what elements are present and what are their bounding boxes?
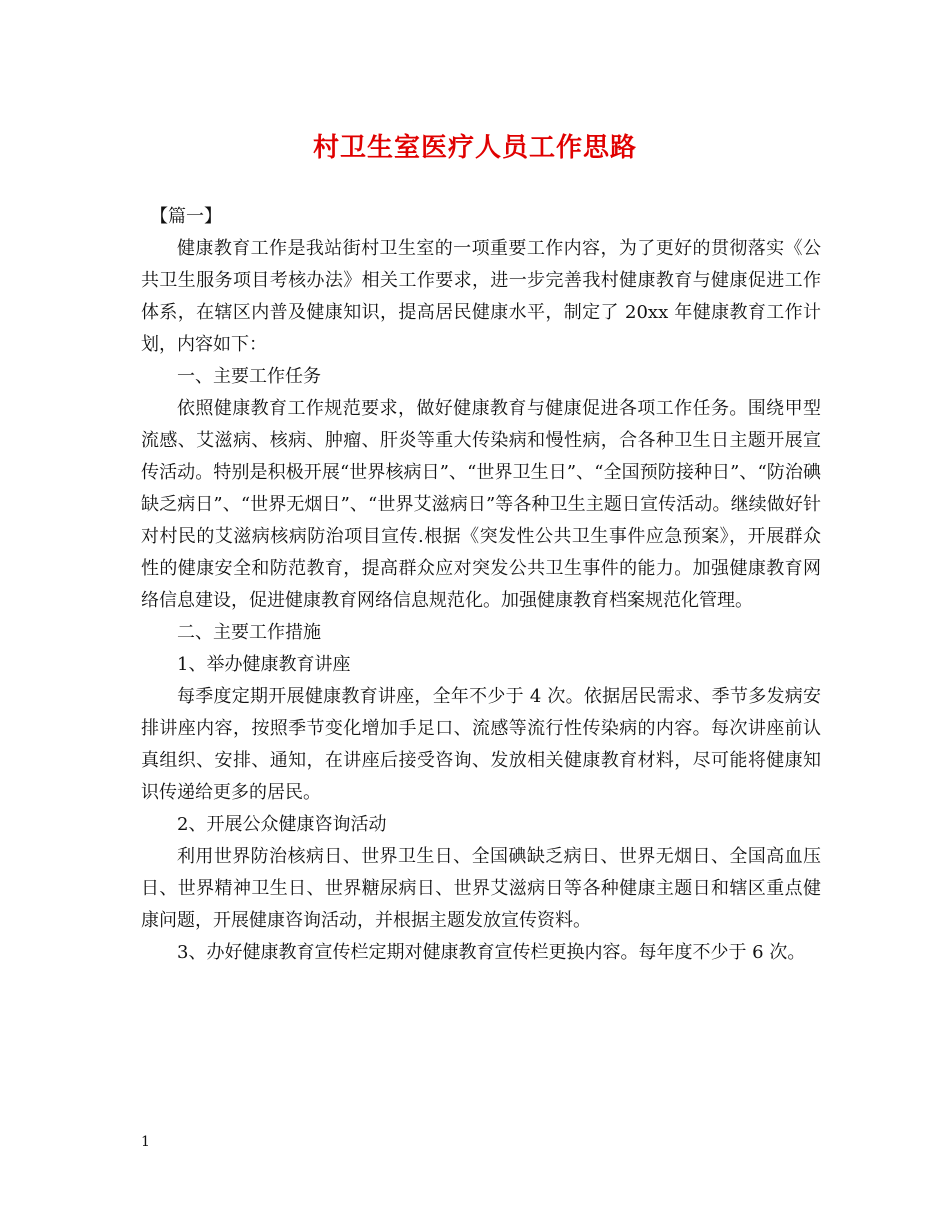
paragraph-bulletin-board: 3、办好健康教育宣传栏定期对健康教育宣传栏更换内容。每年度不少于 6 次。 [177,942,806,963]
paragraph-lectures: 每季度定期开展健康教育讲座，全年不少于 4 次。依据居民需求、季节多发病安排讲座内容，按照季节变化增加手足口、流感等流行性传染病的内容。每次讲座前认真组织、安排、通知，在讲座后接受咨询、发放相关健康教育材料，尽可能将健康知识传递给更多的居民。 [141,686,821,803]
paragraph-consultation: 利用世界防治核病日、世界卫生日、全国碘缺乏病日、世界无烟日、全国高血压日、世界精神卫生日、世界糖尿病日、世界艾滋病日等各种健康主题日和辖区重点健康问题，开展健康咨询活动，并根据主题发放宣传资料。 [141,846,821,931]
subheading-consultation: 2、开展公众健康咨询活动 [177,814,387,835]
section-tag: 【篇一】 [150,206,222,227]
paragraph-main-tasks: 依照健康教育工作规范要求，做好健康教育与健康促进各项工作任务。围绕甲型流感、艾滋病、核病、肿瘤、肝炎等重大传染病和慢性病，合各种卫生日主题开展宣传活动。特别是积极开展“世界核病日”、“世界卫生日”、“全国预防接种日”、“防治碘缺乏病日”、“世界无烟日”、“世界艾滋病日”等各种卫生主题日宣传活动。继续做好针对村民的艾滋病核病防治项目宣传.根据《突发性公共卫生事件应急预案》，开展群众性的健康安全和防范教育，提高群众应对突发公共卫生事件的能力。加强健康教育网络信息建设，促进健康教育网络信息规范化。加强健康教育档案规范化管理。 [141,398,821,611]
paragraph-intro: 健康教育工作是我站街村卫生室的一项重要工作内容，为了更好的贯彻落实《公共卫生服务项目考核办法》相关工作要求，进一步完善我村健康教育与健康促进工作体系，在辖区内普及健康知识，提高居民健康水平，制定了 20xx 年健康教育工作计划，内容如下： [141,238,821,355]
heading-main-tasks: 一、主要工作任务 [177,366,321,387]
document-title: 村卫生室医疗人员工作思路 [312,133,637,163]
subheading-lectures: 1、举办健康教育讲座 [177,654,351,675]
page-number: 1 [141,1134,150,1150]
document-body [141,201,821,969]
heading-main-measures: 二、主要工作措施 [177,622,321,643]
